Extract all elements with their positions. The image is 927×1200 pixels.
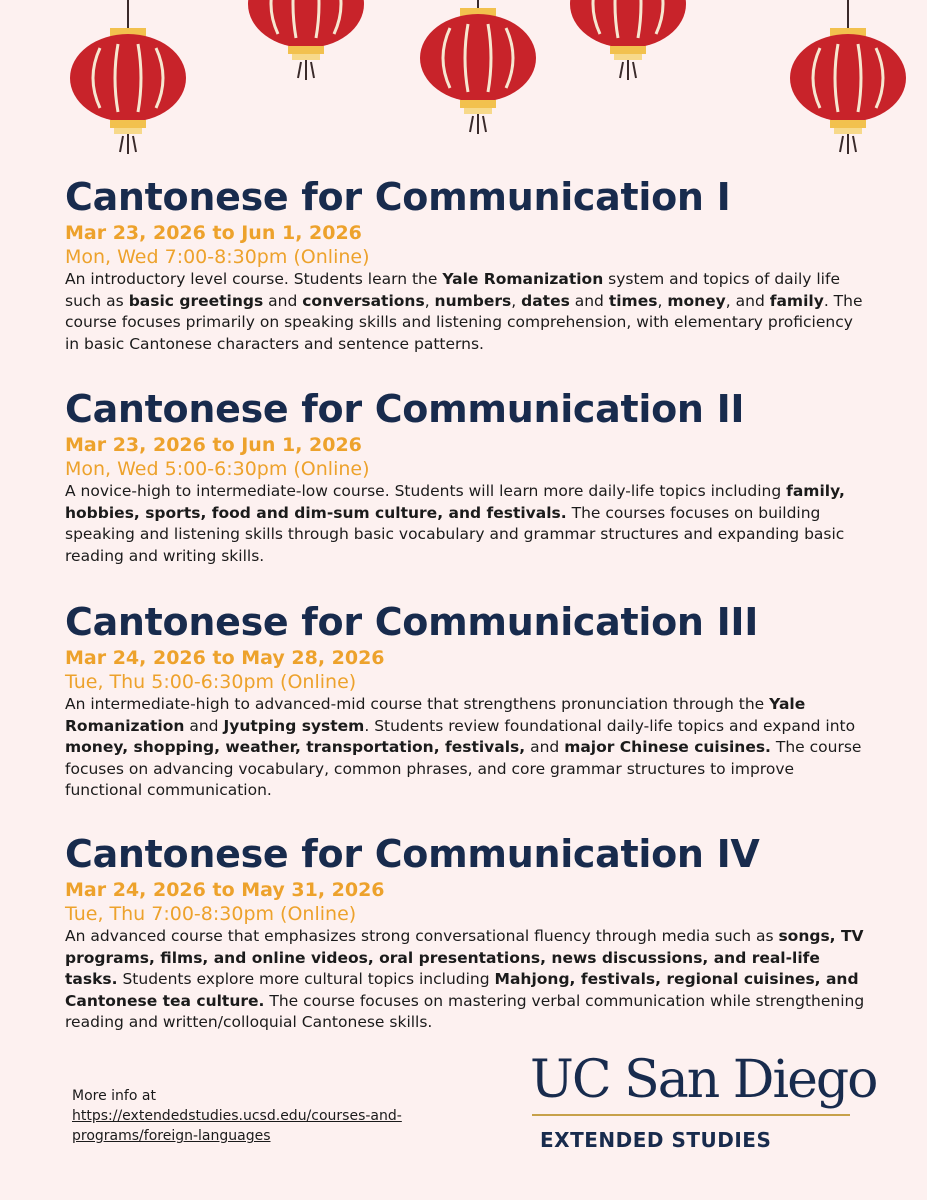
description-emphasis: dates [521, 291, 570, 310]
course-block-4 [65, 832, 865, 1034]
description-text: , and [725, 291, 770, 310]
more-info [72, 1086, 472, 1146]
description-text: A novice-high to intermediate-low course. Students will learn more daily-life topics including [65, 482, 787, 500]
description-text: The course focuses on advancing vocabulary, common phrases, and core grammar structures to improve functional communication. [65, 738, 862, 799]
description-text: and [569, 291, 609, 310]
description-text: and [525, 738, 565, 756]
description-emphasis: family, hobbies, sports, food and dim-sum culture, and festivals. [65, 482, 845, 522]
description-text: An advanced course that emphasizes strong conversational fluency through media such as [65, 927, 779, 945]
logo-subtitle: EXTENDED STUDIES [540, 1128, 772, 1152]
description-text: system and topics of daily life such as [65, 270, 840, 310]
course-time: Tue, Thu 7:00-8:30pm (Online) [65, 903, 357, 925]
description-text: An intermediate-high to advanced-mid course that strengthens pronunciation through the [65, 695, 770, 713]
lantern-2 [248, 0, 364, 80]
lantern-1 [70, 0, 186, 154]
course-description [65, 694, 865, 802]
course-description [65, 926, 865, 1034]
lantern-3 [420, 0, 536, 134]
description-emphasis: numbers [434, 291, 512, 310]
description-emphasis: Jyutping system [223, 716, 365, 735]
course-block-1 [65, 175, 865, 355]
course-dates: Mar 24, 2026 to May 31, 2026 [65, 879, 385, 901]
description-text: and [263, 291, 303, 310]
course-title: Cantonese for Communication I [65, 175, 731, 219]
description-emphasis: major Chinese cuisines. [564, 738, 771, 756]
course-description [65, 481, 865, 567]
description-emphasis: family [769, 291, 824, 310]
course-time: Mon, Wed 7:00-8:30pm (Online) [65, 246, 370, 268]
course-dates: Mar 23, 2026 to Jun 1, 2026 [65, 222, 362, 244]
description-text: An introductory level course. Students learn the [65, 270, 443, 288]
description-text: Students explore more cultural topics including [117, 970, 495, 988]
course-time: Tue, Thu 5:00-6:30pm (Online) [65, 671, 357, 693]
description-text: The courses focuses on building speaking and listening skills through basic vocabulary and grammar structures and expanding basic reading and writing skills. [65, 503, 845, 565]
description-emphasis: times [608, 291, 658, 310]
course-title: Cantonese for Communication IV [65, 832, 760, 876]
lantern-4 [570, 0, 686, 80]
description-text: and [184, 716, 224, 735]
description-text: The course focuses on mastering verbal communication while strengthening reading and written/colloquial Cantonese skills. [65, 991, 865, 1031]
description-emphasis: money, shopping, weather, transportation, festivals, [65, 738, 526, 756]
logo-divider [532, 1114, 850, 1116]
description-text: , [657, 291, 668, 310]
course-block-3 [65, 600, 865, 802]
description-emphasis: songs, TV programs, films, and online videos, oral presentations, news discussions, and real-life tasks. [65, 927, 864, 988]
course-time: Mon, Wed 5:00-6:30pm (Online) [65, 458, 370, 480]
description-emphasis: Yale Romanization [65, 695, 806, 735]
description-emphasis: basic greetings [128, 291, 264, 310]
description-emphasis: Mahjong, festivals, regional cuisines, and Cantonese tea culture. [65, 970, 859, 1010]
course-title: Cantonese for Communication III [65, 600, 759, 644]
description-text: . The course focuses primarily on speaking skills and listening comprehension, with elementary proficiency in basic Cantonese characters and sentence patterns. [65, 291, 863, 353]
lantern-decoration [0, 0, 927, 170]
description-emphasis: conversations [302, 291, 425, 310]
more-info-link[interactable]: https://extendedstudies.ucsd.edu/courses-and-programs/foreign-languages [72, 1108, 402, 1144]
course-block-2 [65, 387, 865, 567]
description-emphasis: Yale Romanization [442, 270, 604, 288]
description-text: . Students review foundational daily-life topics and expand into [364, 716, 856, 735]
lantern-5 [790, 0, 906, 154]
logo-wordmark: UC San Diego [530, 1050, 877, 1110]
course-description [65, 269, 865, 355]
course-dates: Mar 23, 2026 to Jun 1, 2026 [65, 434, 362, 456]
description-text: , [511, 291, 522, 310]
description-text: , [424, 291, 435, 310]
description-emphasis: money [667, 291, 726, 310]
course-dates: Mar 24, 2026 to May 28, 2026 [65, 647, 385, 669]
course-title: Cantonese for Communication II [65, 387, 745, 431]
ucsd-logo [530, 1050, 877, 1152]
more-info-label: More info at [72, 1088, 156, 1104]
